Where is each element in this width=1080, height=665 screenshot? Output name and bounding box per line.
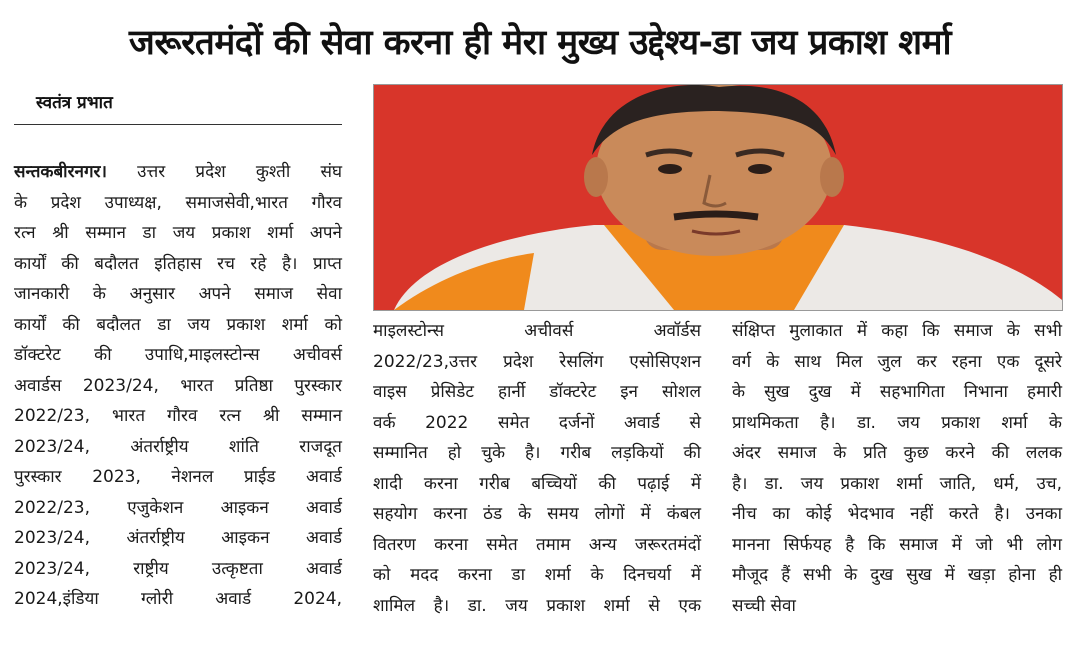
- moustache: [674, 214, 758, 217]
- byline: स्वतंत्र प्रभात: [36, 93, 113, 113]
- portrait-illustration: [374, 85, 1062, 310]
- article-line: के सुख दुख में सहभागिता निभाना हमारी: [732, 382, 1062, 402]
- article-line: डॉक्टरेट की उपाधि,माइलस्टोन्स अचीवर्स: [14, 345, 342, 365]
- left-ear: [584, 157, 608, 197]
- article-column-2: [373, 316, 701, 621]
- article-line: 2022/23,उत्तर प्रदेश रेसलिंग एसोसिएशन: [373, 351, 701, 372]
- article-line: 2023/24, राष्ट्रीय उत्कृष्टता अवार्ड: [14, 558, 342, 579]
- article-line: 2022/23, भारत गौरव रत्न श्री सम्मान: [14, 406, 342, 426]
- article-line: सम्मानित हो चुके है। गरीब लड़कियों की: [373, 443, 701, 463]
- article-column-3: [732, 316, 1062, 621]
- article-line: मानना सिर्फयह है कि समाज में जो भी लोग: [732, 534, 1062, 555]
- article-line: है। डा. जय प्रकाश शर्मा जाति, धर्म, उच,: [732, 473, 1062, 494]
- article-line: अवार्डस 2023/24, भारत प्रतिष्ठा पुरस्कार: [14, 375, 342, 396]
- article-line: सच्ची सेवा: [732, 595, 796, 616]
- right-eye: [748, 164, 772, 174]
- article-line: जानकारी के अनुसार अपने समाज सेवा: [14, 284, 342, 304]
- article-line: 2023/24, अंतर्राष्ट्रीय शांति राजदूत: [14, 436, 342, 457]
- article-line: अंदर समाज के प्रति कुछ करने की ललक: [732, 443, 1062, 463]
- right-ear: [820, 157, 844, 197]
- article-line: रत्न श्री सम्मान डा जय प्रकाश शर्मा अपने: [14, 223, 342, 243]
- article-line: कार्यों की बदौलत इतिहास रच रहे है। प्राप्त: [14, 253, 342, 274]
- article-line: माइलस्टोन्स अचीवर्स अवॉर्डस: [373, 321, 701, 341]
- article-line: सहयोग करना ठंड के समय लोगों में कंबल: [373, 504, 701, 524]
- article-line: 2024,इंडिया ग्लोरी अवार्ड 2024,: [14, 589, 342, 609]
- article-line: कार्यों की बदौलत डा जय प्रकाश शर्मा को: [14, 314, 342, 335]
- byline-divider: [14, 124, 342, 125]
- article-line: नीच का कोई भेदभाव नहीं करते है। उनका: [732, 504, 1062, 524]
- article-line: पुरस्कार 2023, नेशनल प्राईड अवार्ड: [14, 467, 342, 487]
- article-line: सन्तकबीरनगर। उत्तर प्रदेश कुश्ती संघ: [14, 162, 342, 182]
- dateline: सन्तकबीरनगर।: [14, 162, 107, 182]
- headline: जरूरतमंदों की सेवा करना ही मेरा मुख्य उद्देश्य-डा जय प्रकाश शर्मा: [128, 23, 952, 63]
- article-line: प्राथमिकता है। डा. जय प्रकाश शर्मा के: [732, 412, 1062, 433]
- portrait-photo: [373, 84, 1063, 311]
- article-line: वर्क 2022 समेत दर्जनों अवार्ड से: [373, 412, 701, 433]
- article-line: को मदद करना डा शर्मा के दिनचर्या में: [373, 565, 701, 585]
- article-line: वाइस प्रेसिडेट हार्नी डॉक्टरेट इन सोशल: [373, 382, 701, 402]
- article-line: 2022/23, एजुकेशन आइकन अवार्ड: [14, 497, 342, 518]
- article-line: शादी करना गरीब बच्चियों की पढ़ाई में: [373, 473, 701, 494]
- article-column-1: [14, 157, 342, 615]
- article-line: के प्रदेश उपाध्यक्ष, समाजसेवी,भारत गौरव: [14, 192, 342, 213]
- article-line: शामिल है। डा. जय प्रकाश शर्मा से एक: [373, 595, 701, 616]
- article-line: मौजूद हैं सभी के दुख सुख में खड़ा होना ही: [732, 565, 1062, 585]
- article-line: वितरण करना समेत तमाम अन्य जरूरतमंदों: [373, 534, 701, 555]
- article-line: संक्षिप्त मुलाकात में कहा कि समाज के सभी: [732, 321, 1062, 341]
- article-line: वर्ग के साथ मिल जुल कर रहना एक दूसरे: [732, 351, 1062, 372]
- left-eye: [658, 164, 682, 174]
- article-line: 2023/24, अंतर्राष्ट्रीय आइकन अवार्ड: [14, 528, 342, 548]
